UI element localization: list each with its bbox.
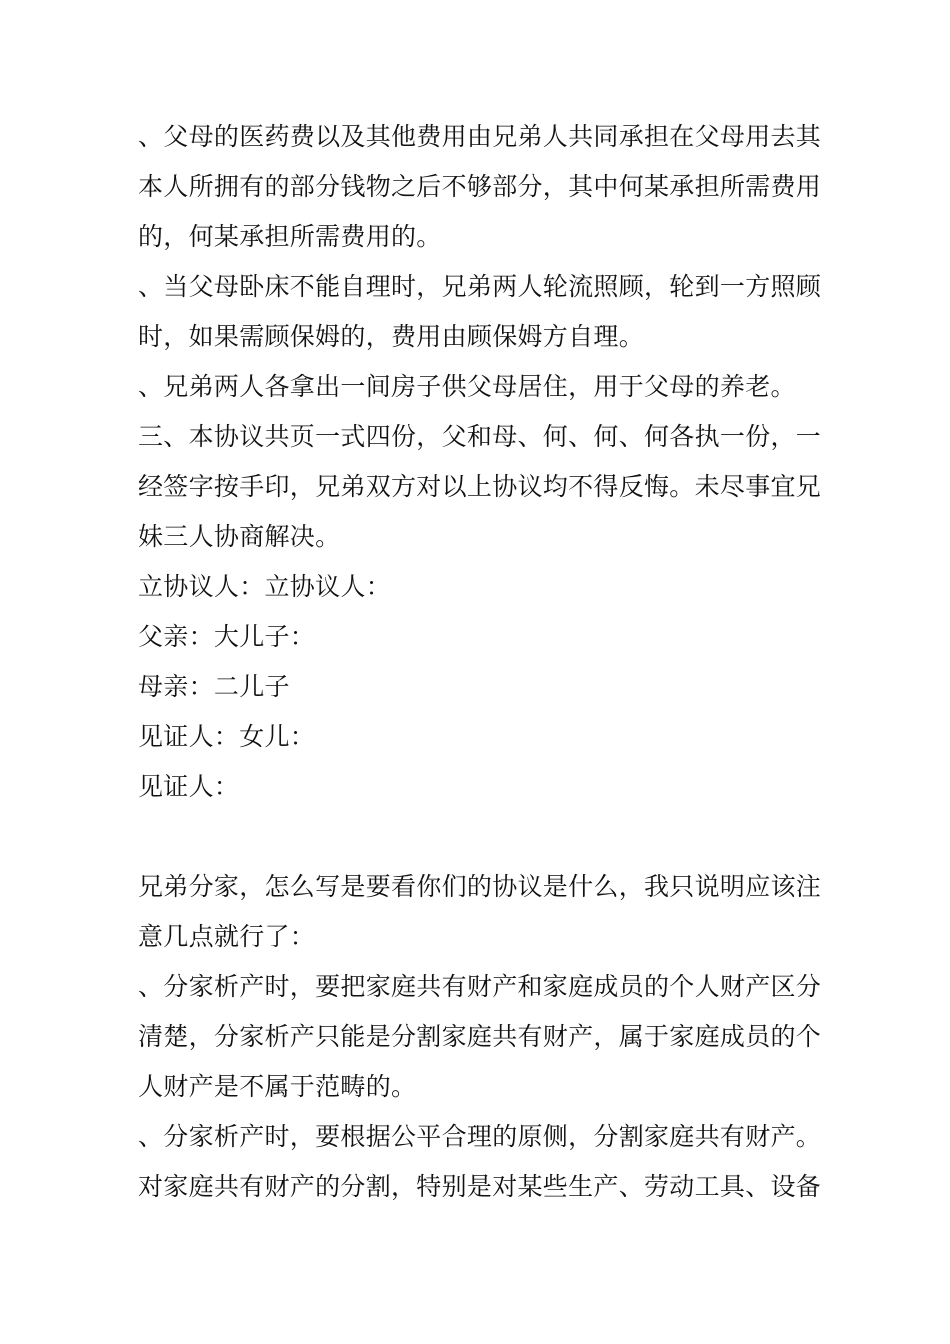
signature-line: 立协议人：立协议人： — [138, 572, 392, 601]
text-line: 清楚，分家析产只能是分割家庭共有财产，属于家庭成员的个 — [138, 1022, 822, 1051]
text-line: 、父母的医药费以及其他费用由兄弟人共同承担在父母用去其 — [138, 122, 822, 151]
text-line: 经签字按手印，兄弟双方对以上协议均不得反悔。未尽事宜兄 — [138, 472, 822, 501]
text-line: 、分家析产时，要把家庭共有财产和家庭成员的个人财产区分 — [138, 972, 822, 1001]
text-line: 对家庭共有财产的分割，特别是对某些生产、劳动工具、设备 — [138, 1172, 822, 1201]
text-line: 、兄弟两人各拿出一间房子供父母居住，用于父母的养老。 — [138, 372, 796, 401]
text-line: 兄弟分家，怎么写是要看你们的协议是什么，我只说明应该注 — [138, 872, 822, 901]
text-line: 本人所拥有的部分钱物之后不够部分，其中何某承担所需费用 — [138, 172, 822, 201]
text-line: 三、本协议共页一式四份，父和母、何、何、何各执一份，一 — [138, 422, 822, 451]
signature-line: 见证人：女儿： — [138, 722, 316, 751]
text-line: 时，如果需顾保姆的，费用由顾保姆方自理。 — [138, 322, 645, 351]
signature-line: 父亲：大儿子： — [138, 622, 316, 651]
signature-line: 见证人： — [138, 772, 240, 801]
text-line: 妹三人协商解决。 — [138, 522, 341, 551]
text-line: 意几点就行了： — [138, 922, 316, 951]
text-line: 的，何某承担所需费用的。 — [138, 222, 442, 251]
text-line: 、分家析产时，要根据公平合理的原侧，分割家庭共有财产。 — [138, 1122, 822, 1151]
signature-line: 母亲：二儿子 — [138, 672, 290, 701]
text-line: 人财产是不属于范畴的。 — [138, 1072, 417, 1101]
text-line: 、当父母卧床不能自理时，兄弟两人轮流照顾，轮到一方照顾 — [138, 272, 822, 301]
